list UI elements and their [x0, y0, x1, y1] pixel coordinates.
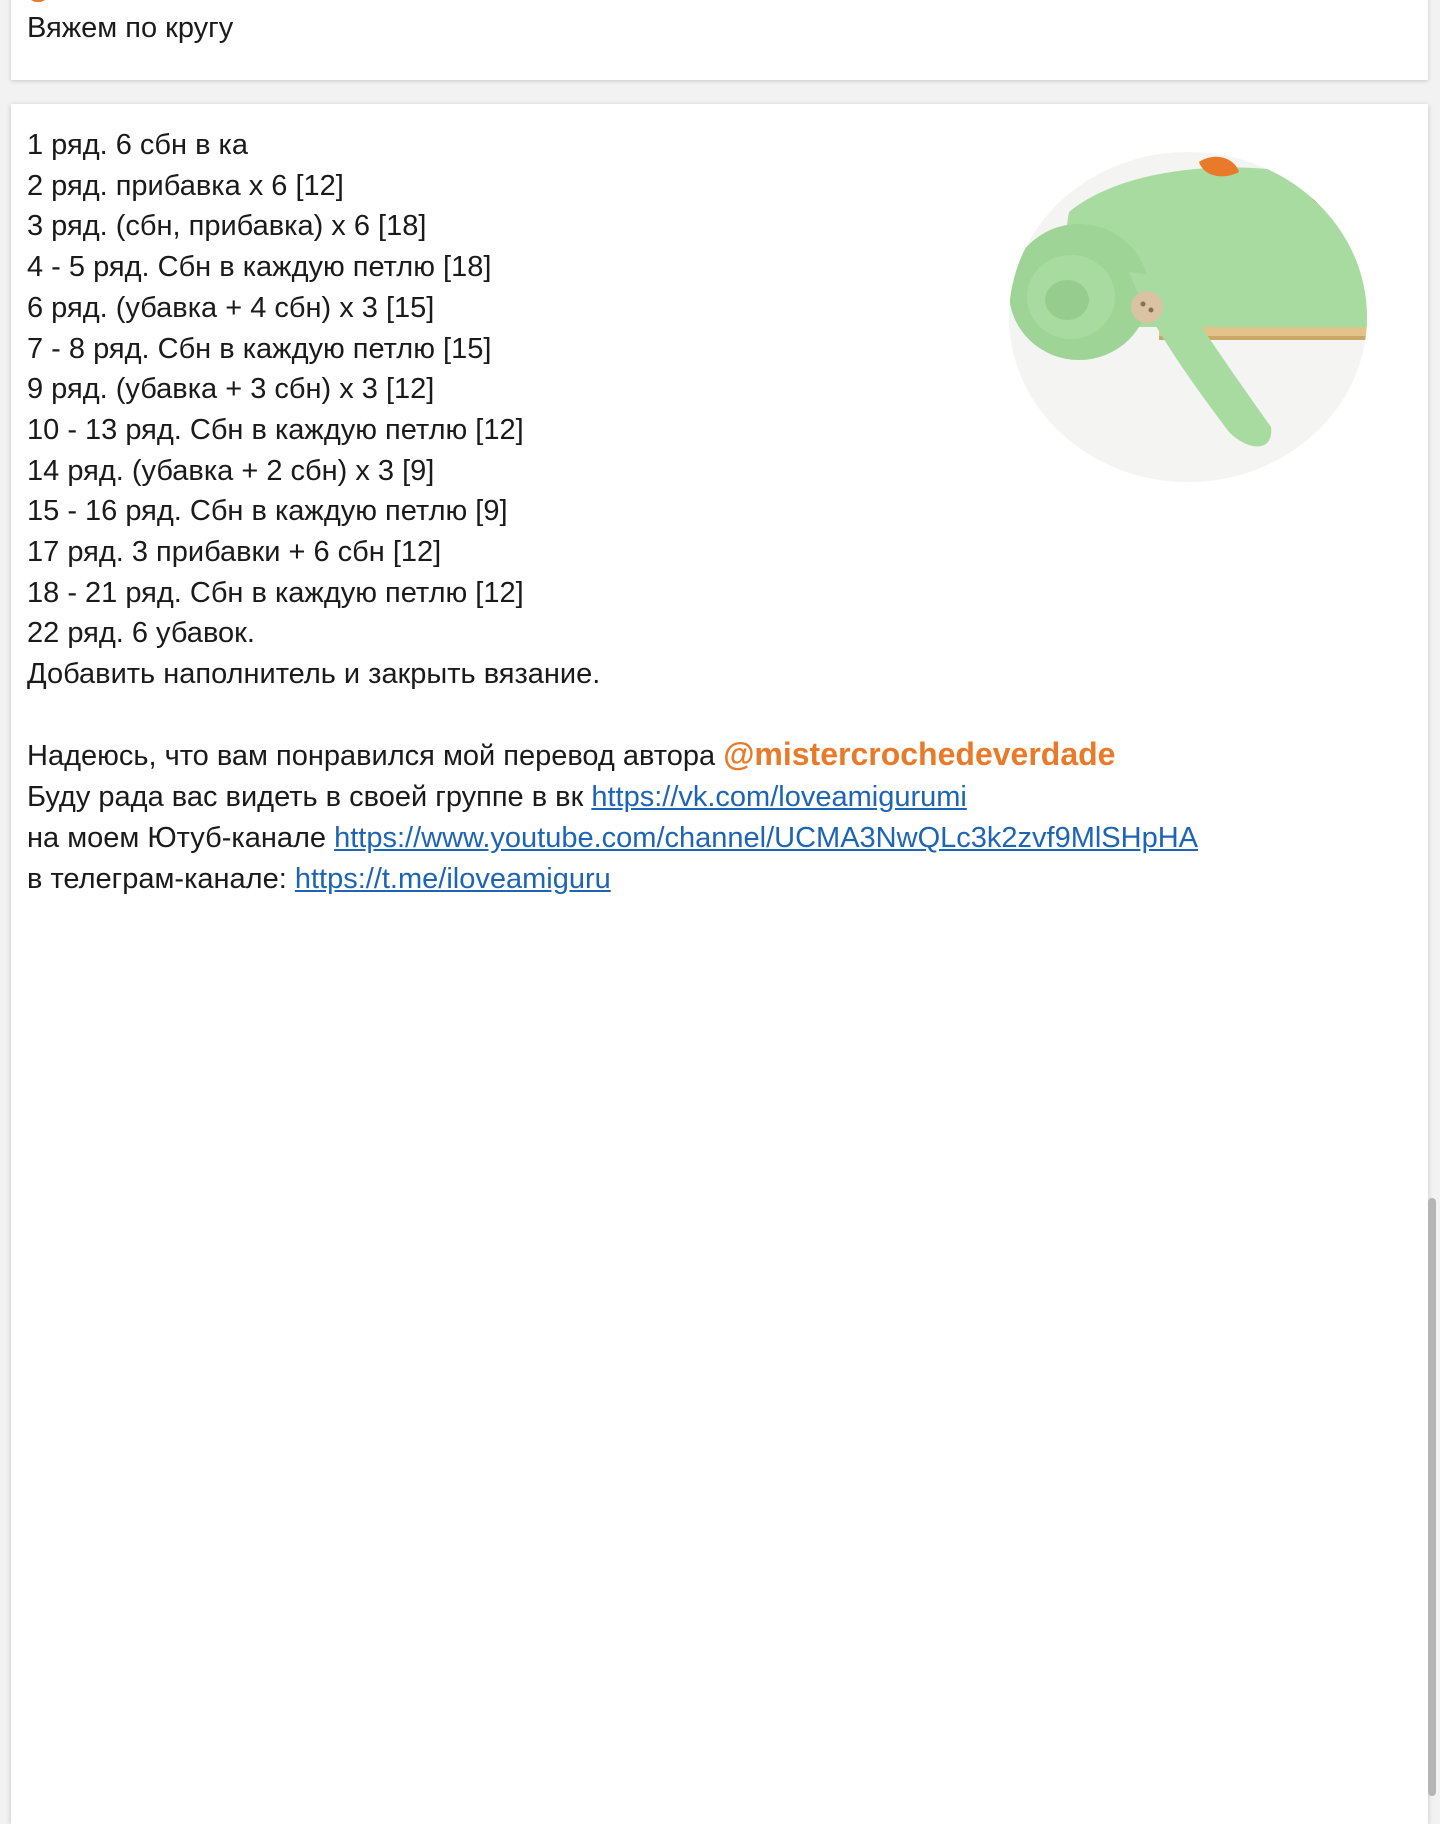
main-card — [11, 104, 1428, 1824]
telegram-line — [27, 859, 1198, 900]
telegram-text: в телеграм-канале: — [27, 863, 295, 895]
thanks-text: Надеюсь, что вам понравился мой перевод автора — [27, 740, 724, 772]
pattern-row: 18 - 21 ряд. Сбн в каждую петлю [12] — [27, 576, 524, 609]
section-caption: Вяжем по кругу — [27, 12, 234, 44]
pattern-row: 10 - 13 ряд. Сбн в каждую петлю [12] — [27, 413, 524, 446]
scrollbar-thumb[interactable] — [1428, 1198, 1436, 1796]
thanks-line — [27, 734, 1198, 777]
pattern-row: 22 ряд. 6 убавок. — [27, 617, 255, 650]
crochet-toy-photo — [1009, 152, 1367, 482]
vk-link[interactable]: https://vk.com/loveamigurumi — [591, 781, 967, 813]
pattern-final-step: Добавить наполнитель и закрыть вязание. — [27, 658, 601, 691]
credits-block — [27, 734, 1198, 900]
pattern-rows — [27, 125, 600, 695]
vk-line — [27, 777, 1198, 818]
orange-accent-mark — [27, 0, 49, 2]
pattern-row: 17 ряд. 3 прибавки + 6 сбн [12] — [27, 536, 442, 569]
top-card — [11, 0, 1428, 80]
vk-text: Буду рада вас видеть в своей группе в вк — [27, 781, 592, 813]
youtube-text: на моем Ютуб-канале — [27, 822, 335, 854]
pattern-row: 9 ряд. (убавка + 3 сбн) х 3 [12] — [27, 373, 435, 406]
author-mention[interactable]: @mistercrochedeverdade — [723, 736, 1116, 772]
pattern-row: 6 ряд. (убавка + 4 сбн) х 3 [15] — [27, 291, 435, 324]
pattern-row: 2 ряд. прибавка х 6 [12] — [27, 169, 344, 202]
pattern-row: 1 ряд. 6 сбн в ка — [27, 129, 249, 161]
pattern-row: 4 - 5 ряд. Сбн в каждую петлю [18] — [27, 251, 492, 284]
youtube-line — [27, 818, 1198, 859]
youtube-link[interactable]: https://www.youtube.com/channel/UCMA3NwQLc3k2zvf9MlSHpHA — [334, 822, 1198, 854]
pattern-row: 7 - 8 ряд. Сбн в каждую петлю [15] — [27, 332, 492, 365]
pattern-row: 15 - 16 ряд. Сбн в каждую петлю [9] — [27, 495, 508, 528]
scrollbar[interactable] — [1426, 104, 1440, 1796]
pattern-row: 14 ряд. (убавка + 2 сбн) х 3 [9] — [27, 454, 435, 487]
telegram-link[interactable]: https://t.me/iloveamiguru — [294, 863, 611, 895]
pattern-row: 3 ряд. (сбн, прибавка) х 6 [18] — [27, 210, 427, 243]
